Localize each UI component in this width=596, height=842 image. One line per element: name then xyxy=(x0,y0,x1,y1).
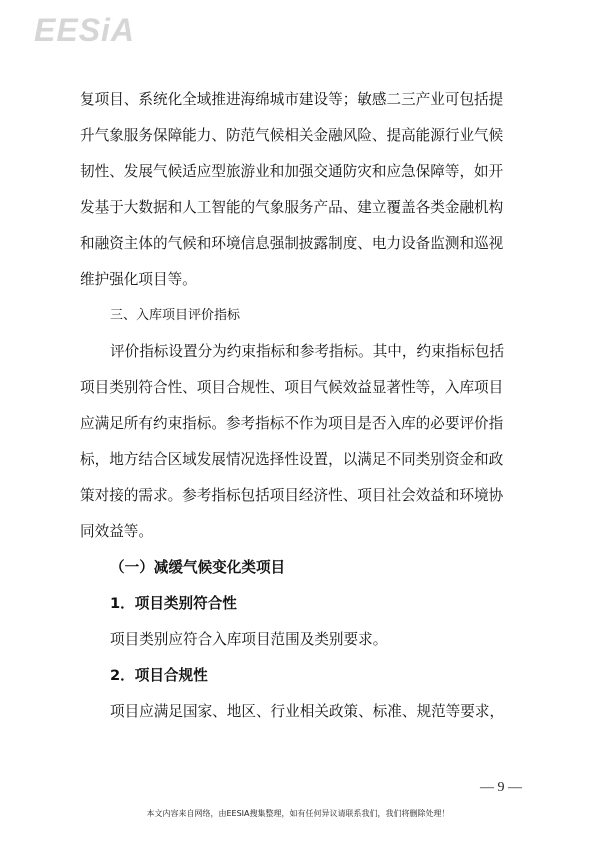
text-line: 升气象服务保障能力、防范气候相关金融风险、提高能源行业气候 xyxy=(80,127,504,144)
text-line: 和融资主体的气候和环境信息强制披露制度、电力设备监测和巡视 xyxy=(80,235,504,252)
text-line: 项目类别符合性、项目合规性、项目气候效益显著性等，入库项目 xyxy=(80,379,504,396)
text-line: 韧性、发展气候适应型旅游业和加强交通防灾和应急保障等，如开 xyxy=(80,163,504,180)
text-line: 策对接的需求。参考指标包括项目经济性、项目社会效益和环境协 xyxy=(80,487,504,504)
text-line: 应满足所有约束指标。参考指标不作为项目是否入库的必要评价指 xyxy=(80,415,504,432)
text-line: 标，地方结合区域发展情况选择性设置，以满足不同类别资金和政 xyxy=(80,451,504,468)
section-heading: 三、入库项目评价指标 xyxy=(110,308,241,323)
text-line: 评价指标设置分为约束指标和参考指标。其中，约束指标包括 xyxy=(110,343,505,360)
page-number: — 9 — xyxy=(480,780,522,795)
page-body xyxy=(80,82,520,730)
text-line: 维护强化项目等。 xyxy=(80,271,197,288)
text-line: 发基于大数据和人工智能的气象服务产品、建立覆盖各类金融机构 xyxy=(80,199,504,216)
subsection-heading: （一）减缓气候变化类项目 xyxy=(110,559,286,576)
item-text: 项目类别应符合入库项目范围及类别要求。 xyxy=(110,631,388,648)
item-title: 2．项目合规性 xyxy=(110,667,208,684)
item-text: 项目应满足国家、地区、行业相关政策、标准、规范等要求， xyxy=(110,703,505,720)
text-line: 复项目、系统化全域推进海绵城市建设等；敏感二三产业可包括提 xyxy=(80,91,504,108)
footer-notice: 本文内容来自网络，由EESIA搜集整理，如有任何异议请联系我们，我们将删除处理！ xyxy=(146,809,450,818)
eesia-logo: EESiA xyxy=(34,12,136,48)
text-line: 同效益等。 xyxy=(80,523,153,540)
item-title: 1．项目类别符合性 xyxy=(110,595,237,612)
